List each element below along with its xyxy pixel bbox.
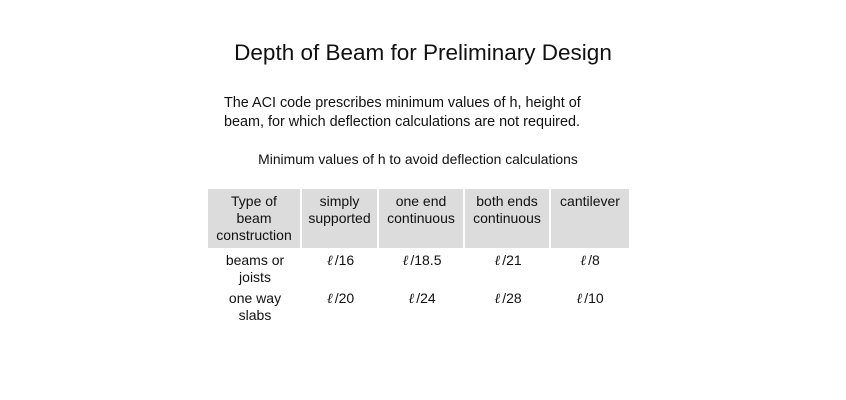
table-cell: ℓ /8 xyxy=(580,252,600,269)
table-row xyxy=(208,248,629,286)
intro-paragraph xyxy=(224,94,624,132)
row-label-one-way-slabs: one way slabs xyxy=(228,290,282,323)
table-cell: ℓ /20 xyxy=(326,290,355,307)
table-header-row xyxy=(208,189,629,248)
header-one-end-continuous: one end continuous xyxy=(379,189,465,248)
table-cell: ℓ /18.5 xyxy=(402,252,442,269)
header-cantilever: cantilever xyxy=(551,189,629,248)
intro-line-2: beam, for which deflection calculations are not required. xyxy=(224,114,580,130)
table-cell: ℓ /28 xyxy=(494,290,522,307)
intro-line-1: The ACI code prescribes minimum values of h, height of xyxy=(224,95,581,111)
slide-title: Depth of Beam for Preliminary Design xyxy=(234,40,612,65)
header-both-ends-continuous: both ends continuous xyxy=(465,189,551,248)
table-cell: ℓ /21 xyxy=(494,252,522,269)
table-cell: ℓ /24 xyxy=(408,290,436,307)
table-caption: Minimum values of h to avoid deflection calculations xyxy=(258,151,578,167)
table-row xyxy=(208,286,629,324)
header-simply-supported: simply supported xyxy=(302,189,379,248)
minimum-depth-table xyxy=(208,189,629,324)
row-label-beams-or-joists: beams or joists xyxy=(225,252,285,285)
header-type-of-beam-construction: Type of beam construction xyxy=(208,189,302,248)
table-cell: ℓ /10 xyxy=(576,290,604,307)
table-cell: ℓ /16 xyxy=(326,252,355,269)
